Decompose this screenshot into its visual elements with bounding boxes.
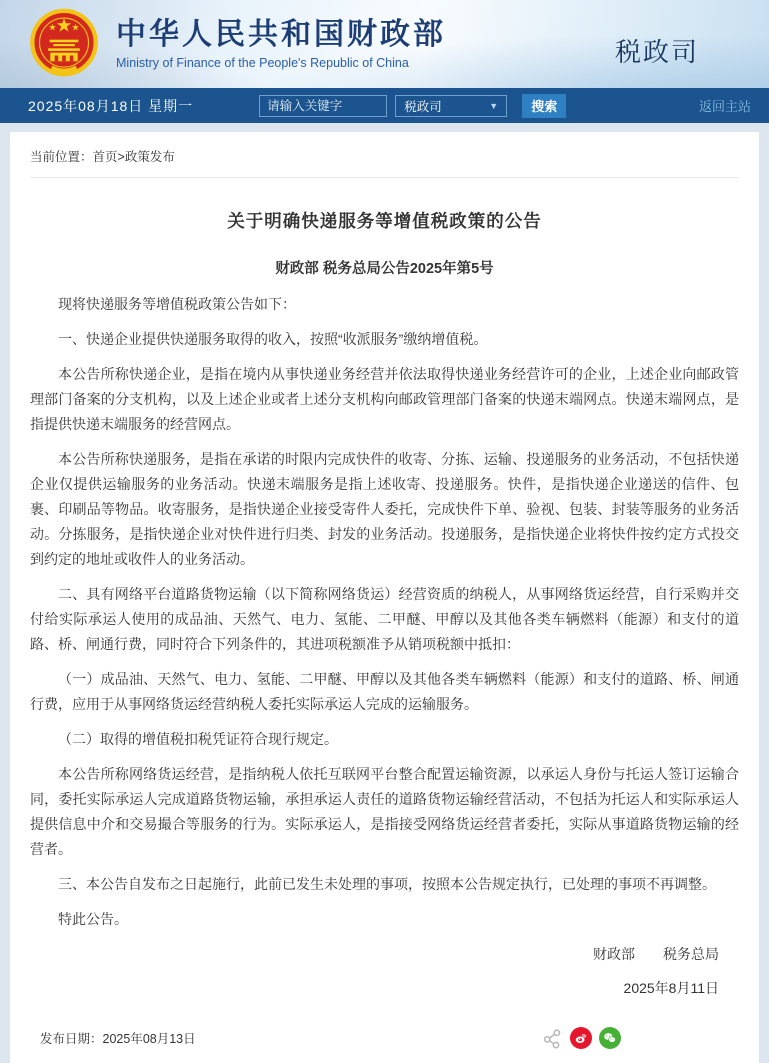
article-title: 关于明确快递服务等增值税政策的公告 (227, 211, 542, 231)
publish-date (40, 1029, 196, 1047)
breadcrumb-path[interactable]: 首页>政策发布 (92, 150, 175, 164)
article-paragraph: 二、具有网络平台道路货物运输（以下简称网络货运）经营资质的纳税人，从事网络货运经营，自行采购并交付给实际承运人使用的成品油、天然气、电力、氢能、二甲醚、甲醇以及其他各类车辆燃料（能源）和支付的道路、桥、闸通行费，同时符合下列条件的，其进项税额准予从销项税额中抵扣： (30, 586, 739, 652)
search-button[interactable]: 搜索 (522, 94, 566, 118)
content-panel (10, 132, 759, 1063)
sign-date: 2025年8月11日 (623, 980, 719, 996)
department-name: 税政司 (614, 37, 699, 67)
article-paragraph: （二）取得的增值税扣税凭证符合现行规定。 (58, 731, 338, 747)
chevron-down-icon: ▼ (489, 100, 499, 111)
site-title: 中华人民共和国财政部 (116, 18, 446, 51)
search-scope-value: 税政司 (404, 99, 442, 114)
site-subtitle: Ministry of Finance of the People's Republic of China (116, 56, 409, 70)
return-home-link[interactable]: 返回主站 (698, 99, 751, 114)
share-icon[interactable] (542, 1028, 563, 1049)
publish-date-label: 发布日期： (40, 1032, 103, 1046)
article-paragraph: 本公告所称快递服务，是指在承诺的时限内完成快件的收寄、分拣、运输、投递服务的业务活动，不包括快递企业仅提供运输服务的业务活动。快递末端服务是指上述收寄、投递服务。快件，是指快递企业递送的信件、包裹、印刷品等物品。收寄服务，是指快递企业接受寄件人委托，完成快件下单、验视、包装、封装等服务的业务活动。分拣服务，是指快递企业对快件进行归类、封发的业务活动。投递服务，是指快递企业将快件按约定方式投交到约定的地址或收件人的业务活动。 (30, 451, 739, 567)
footer-row (30, 1001, 739, 1063)
national-emblem-icon (26, 8, 102, 80)
signer: 财政部 税务总局 (593, 946, 719, 962)
article-paragraph: 本公告所称网络货运经营，是指纳税人依托互联网平台整合配置运输资源，以承运人身份与托运人签订运输合同，委托实际承运人完成道路货物运输，承担承运人责任的道路货物运输经营活动，不包括为托运人和实际承运人提供信息中介和交易撮合等服务的行为。实际承运人，是指接受网络货运经营者委托，实际从事道路货物运输的经营者。 (30, 766, 739, 857)
article-paragraph: 一、快递企业提供快递服务取得的收入，按照“收派服务”缴纳增值税。 (58, 331, 488, 347)
current-date: 2025年08月18日 星期一 (28, 97, 194, 114)
search-input[interactable] (259, 95, 387, 117)
article-paragraph: 本公告所称快递企业，是指在境内从事快递业务经营并依法取得快递业务经营许可的企业，上述企业向邮政管理部门备案的分支机构，以及上述企业或者上述分支机构向邮政管理部门备案的快递末端网点。快递末端网点，是指提供快递末端服务的经营网点。 (30, 366, 739, 432)
breadcrumb-label: 当前位置： (30, 150, 93, 164)
signature-block (30, 942, 739, 1001)
document-number: 财政部 税务总局公告2025年第5号 (275, 261, 494, 277)
weibo-icon[interactable] (570, 1027, 592, 1049)
search-scope-dropdown[interactable] (395, 95, 507, 117)
navbar (0, 88, 769, 123)
article-paragraph: 特此公告。 (58, 911, 128, 927)
wechat-icon[interactable] (599, 1027, 621, 1049)
article-paragraph: （一）成品油、天然气、电力、氢能、二甲醚、甲醇以及其他各类车辆燃料（能源）和支付的道路、桥、闸通行费，应用于从事网络货运经营纳税人委托实际承运人完成的运输服务。 (30, 671, 739, 712)
article-body (30, 292, 739, 932)
publish-date-value: 2025年08月13日 (102, 1032, 196, 1046)
article (30, 178, 739, 1001)
breadcrumb (30, 132, 739, 177)
content-wrap (0, 123, 769, 1063)
search-group (259, 94, 566, 118)
article-paragraph: 现将快递服务等增值税政策公告如下： (58, 296, 296, 312)
share-icons (542, 1027, 621, 1049)
site-banner (0, 0, 769, 88)
article-paragraph: 三、本公告自发布之日起施行，此前已发生未处理的事项，按照本公告规定执行，已处理的事项不再调整。 (58, 876, 716, 892)
